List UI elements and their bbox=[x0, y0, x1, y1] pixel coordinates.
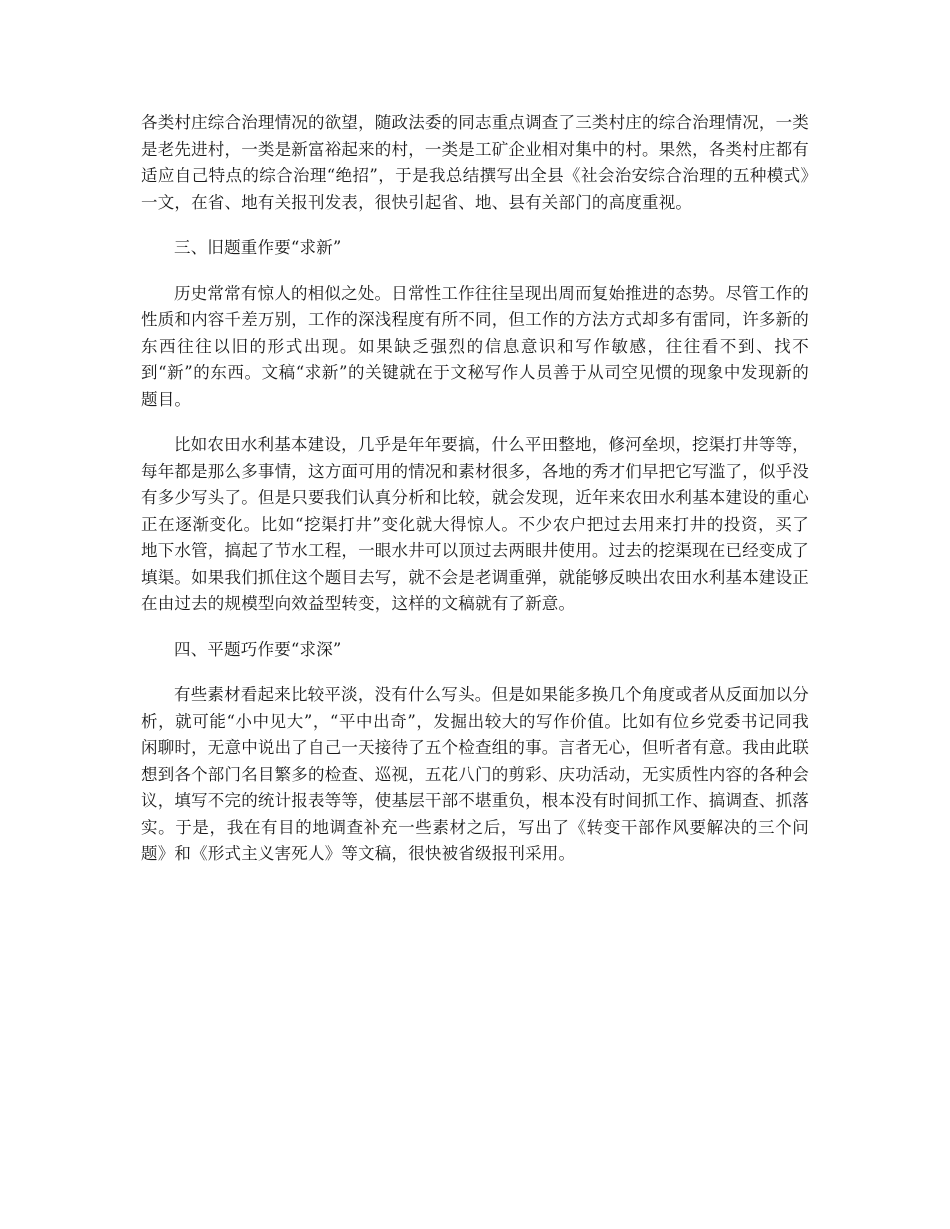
paragraph-rural-governance: 各类村庄综合治理情况的欲望，随政法委的同志重点调查了三类村庄的综合治理情况，一类是老先进村，一类是新富裕起来的村，一类是工矿企业相对集中的村。果然，各类村庄都有适应自己特点的综合治理“绝招”，于是我总结撰写出全县《社会治安综合治理的五种模式》一文，在省、地有关报刊发表，很快引起省、地、县有关部门的高度重视。 bbox=[141, 113, 809, 212]
section-heading-four: 四、平题巧作要“求深” bbox=[174, 639, 342, 659]
section-heading-three: 三、旧题重作要“求新” bbox=[174, 238, 342, 257]
paragraph-plain-material: 有些素材看起来比较平淡，没有什么写头。但是如果能多换几个角度或者从反面加以分析，就可能“小中见大”，“平中出奇”，发掘出较大的写作价值。比如有位乡党委书记同我闲聊时，无意中说出了自己一天接待了五个检查组的事。言者无心，但听者有意。我由此联想到各个部门名目繁多的检查、巡视，五花八门的剪彩、庆功活动，无实质性内容的各种会议，填写不完的统计报表等等，使基层干部不堪重负，根本没有时间抓工作、搞调查、抓落实。于是，我在有目的地调查补充一些素材之后，写出了《转变干部作风要解决的三个问题》和《形式主义害死人》等文稿，很快被省级报刊采用。 bbox=[141, 685, 809, 863]
paragraph-farmland-irrigation: 比如农田水利基本建设，几乎是年年要搞，什么平田整地，修河垒坝，挖渠打井等等，每年都是那么多事情，这方面可用的情况和素材很多，各地的秀才们早把它写滥了，似乎没有多少写头了。但是只要我们认真分析和比较，就会发现，近年来农田水利基本建设的重心正在逐渐变化。比如“挖渠打井”变化就大得惊人。不少农户把过去用来打井的投资，买了地下水管，搞起了节水工程，一眼水井可以顶过去两眼井使用。过去的挖渠现在已经变成了填渠。如果我们抓住这个题目去写，就不会是老调重弹，就能够反映出农田水利基本建设正在由过去的规模型向效益型转变，这样的文稿就有了新意。 bbox=[141, 435, 809, 613]
paragraph-history-similarity: 历史常常有惊人的相似之处。日常性工作往往呈现出周而复始推进的态势。尽管工作的性质和内容千差万别，工作的深浅程度有所不同，但工作的方法方式却多有雷同，许多新的东西往往以旧的形式出现。如果缺乏强烈的信息意识和写作敏感，往往看不到、找不到“新”的东西。文稿“求新”的关键就在于文秘写作人员善于从司空见惯的现象中发现新的题目。 bbox=[141, 283, 809, 409]
document-page bbox=[141, 110, 809, 887]
